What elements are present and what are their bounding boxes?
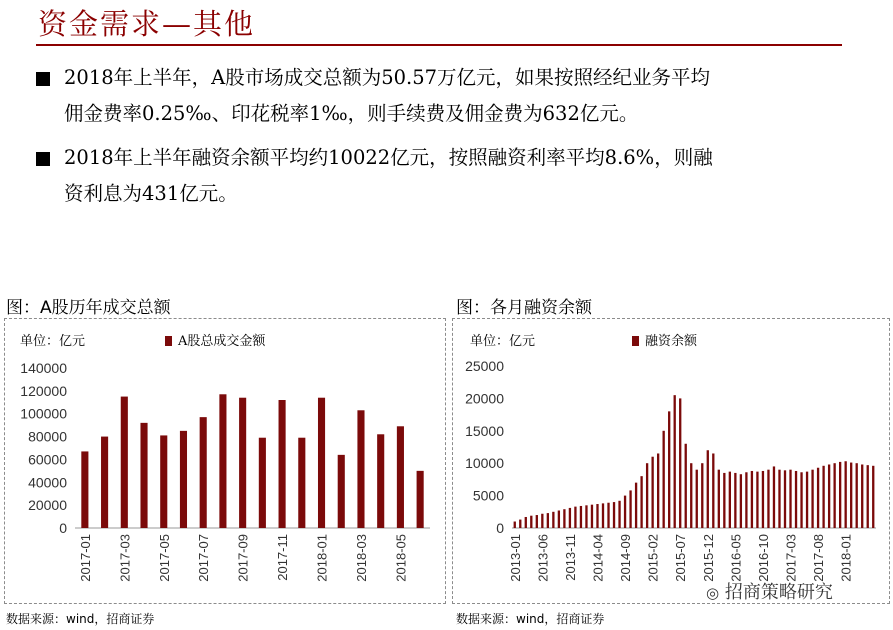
left-bar: [318, 398, 325, 528]
right-bar: [778, 470, 780, 528]
left-y-tick-label: 60000: [28, 451, 67, 468]
right-bar: [624, 496, 626, 528]
right-bar: [806, 472, 808, 528]
left-x-tick-label: 2017-11: [275, 534, 291, 581]
left-y-tick-label: 100000: [20, 405, 67, 422]
right-bar: [580, 506, 582, 528]
right-bar: [574, 507, 576, 528]
bullet-1-line-1: 2018年上半年，A股市场成交总额为50.57万亿元，如果按照经纪业务平均: [64, 66, 711, 89]
right-y-tick-label: 5000: [472, 487, 504, 504]
right-bar: [729, 472, 731, 528]
right-bar: [668, 411, 670, 528]
bullet-2-line-1: 2018年上半年融资余额平均约10022亿元，按照融资利率平均8.6%，则融: [64, 146, 713, 169]
right-bar: [552, 512, 554, 528]
wechat-icon: ◎: [706, 584, 720, 602]
right-bar: [525, 517, 527, 528]
right-chart-source: 数据来源：wind，招商证券: [456, 612, 605, 626]
right-bar: [607, 503, 609, 528]
right-bar: [613, 502, 615, 528]
left-legend-label: A股总成交金额: [178, 334, 266, 349]
right-bar: [833, 463, 835, 528]
right-y-tick-label: 25000: [465, 358, 504, 374]
left-bar: [259, 438, 266, 528]
right-x-tick-label: 2013-11: [562, 534, 578, 581]
page-title: 资金需求—其他: [38, 7, 256, 41]
right-bar: [547, 513, 549, 528]
right-x-tick-label: 2015-12: [700, 534, 716, 582]
bullet-1-line-2: 佣金费率0.25‰、印花税率1‰，则手续费及佣金费为632亿元。: [64, 102, 639, 125]
right-bar: [629, 490, 631, 528]
right-x-tick-label: 2015-02: [645, 534, 661, 582]
left-bar: [200, 417, 207, 528]
right-x-tick-label: 2016-10: [755, 534, 771, 582]
left-y-tick-label: 140000: [20, 360, 67, 376]
right-x-tick-label: 2015-07: [673, 534, 689, 582]
left-y-tick-label: 120000: [20, 382, 67, 399]
left-x-tick-label: 2017-01: [77, 534, 93, 582]
right-bar: [596, 504, 598, 528]
right-bar: [828, 464, 830, 528]
right-y-tick-label: 0: [496, 520, 504, 536]
left-y-tick-label: 40000: [28, 474, 67, 491]
left-x-tick-label: 2018-05: [393, 534, 409, 582]
right-bar: [784, 470, 786, 528]
right-bar: [789, 470, 791, 528]
left-x-tick-label: 2017-07: [196, 534, 212, 582]
right-bar: [745, 472, 747, 528]
right-bar: [646, 463, 648, 528]
left-bar: [357, 410, 364, 528]
right-bar: [679, 398, 681, 528]
right-bar: [872, 466, 874, 528]
left-bar: [338, 455, 345, 528]
right-bar: [845, 461, 847, 528]
right-chart-unit: 单位：亿元: [470, 334, 536, 349]
right-bar: [663, 431, 665, 528]
left-x-tick-label: 2017-05: [156, 534, 172, 582]
watermark: [706, 578, 833, 604]
left-bar: [279, 400, 286, 528]
right-bar: [707, 450, 709, 528]
right-legend-label: 融资余额: [645, 334, 698, 349]
left-bar: [140, 423, 147, 528]
right-bar: [861, 464, 863, 528]
right-bar: [602, 503, 604, 528]
right-bar: [718, 470, 720, 528]
right-bar: [618, 501, 620, 528]
right-x-tick-label: 2014-04: [590, 534, 606, 582]
right-bar: [740, 474, 742, 528]
left-bar: [397, 426, 404, 528]
right-bar: [640, 476, 642, 528]
left-x-tick-label: 2018-01: [314, 534, 330, 582]
right-x-tick-label: 2013-06: [535, 534, 551, 582]
right-bar: [723, 473, 725, 528]
right-bar: [756, 472, 758, 528]
right-bar: [696, 470, 698, 528]
left-bar: [377, 434, 384, 528]
left-bar: [298, 438, 305, 528]
right-bar: [569, 508, 571, 528]
left-x-tick-label: 2017-03: [117, 534, 133, 582]
right-bar: [585, 505, 587, 528]
left-x-tick-label: 2017-09: [235, 534, 251, 582]
right-bar: [657, 453, 659, 528]
right-bar: [712, 453, 714, 528]
right-bar: [817, 468, 819, 528]
left-bar: [417, 471, 424, 528]
left-bar: [180, 431, 187, 528]
right-bar: [701, 463, 703, 528]
left-y-tick-label: 80000: [28, 428, 67, 445]
left-bar: [101, 437, 108, 528]
right-bar: [822, 466, 824, 528]
right-bar: [762, 471, 764, 528]
right-x-tick-label: 2017-08: [811, 534, 827, 582]
watermark-text: 招商策略研究: [724, 582, 833, 603]
right-x-tick-label: 2013-01: [507, 534, 523, 582]
left-bar: [239, 398, 246, 528]
right-bar: [839, 462, 841, 528]
right-bar: [795, 471, 797, 528]
left-y-tick-label: 0: [59, 520, 67, 536]
right-x-tick-label: 2014-09: [618, 534, 634, 582]
left-chart-unit: 单位：亿元: [20, 334, 86, 349]
right-bar: [674, 395, 676, 528]
right-bar: [867, 465, 869, 528]
right-bar: [751, 471, 753, 528]
left-x-tick-label: 2018-03: [353, 534, 369, 582]
left-bar: [219, 394, 226, 528]
right-bar: [850, 463, 852, 528]
right-bar: [558, 511, 560, 528]
right-x-tick-label: 2018-01: [838, 534, 854, 582]
left-y-tick-label: 20000: [28, 497, 67, 514]
right-bar: [651, 457, 653, 528]
right-bar: [514, 522, 516, 528]
right-bar: [530, 516, 532, 528]
right-bar: [800, 472, 802, 528]
right-bar: [685, 444, 687, 528]
right-bar: [734, 473, 736, 528]
left-chart-source: 数据来源：wind，招商证券: [6, 612, 155, 626]
right-bar: [767, 470, 769, 528]
left-bar: [81, 451, 88, 528]
bullet-2-line-2: 资利息为431亿元。: [64, 182, 238, 205]
right-x-tick-label: 2017-03: [783, 534, 799, 582]
right-bar: [811, 470, 813, 528]
right-x-tick-label: 2016-05: [728, 534, 744, 582]
right-bar: [856, 463, 858, 528]
right-bar: [690, 463, 692, 528]
right-bar: [519, 520, 521, 528]
right-bar: [563, 509, 565, 528]
right-bar: [773, 466, 775, 528]
left-chart-title: 图：A股历年成交总额: [6, 298, 171, 318]
left-bar: [160, 435, 167, 528]
right-chart-title: 图：各月融资余额: [456, 298, 592, 318]
right-bar: [541, 514, 543, 528]
right-bar: [591, 505, 593, 528]
right-bar: [536, 515, 538, 528]
left-bar: [121, 397, 128, 528]
right-y-tick-label: 10000: [465, 455, 504, 472]
right-y-tick-label: 20000: [465, 390, 504, 407]
right-bar: [635, 483, 637, 528]
right-y-tick-label: 15000: [465, 422, 504, 439]
